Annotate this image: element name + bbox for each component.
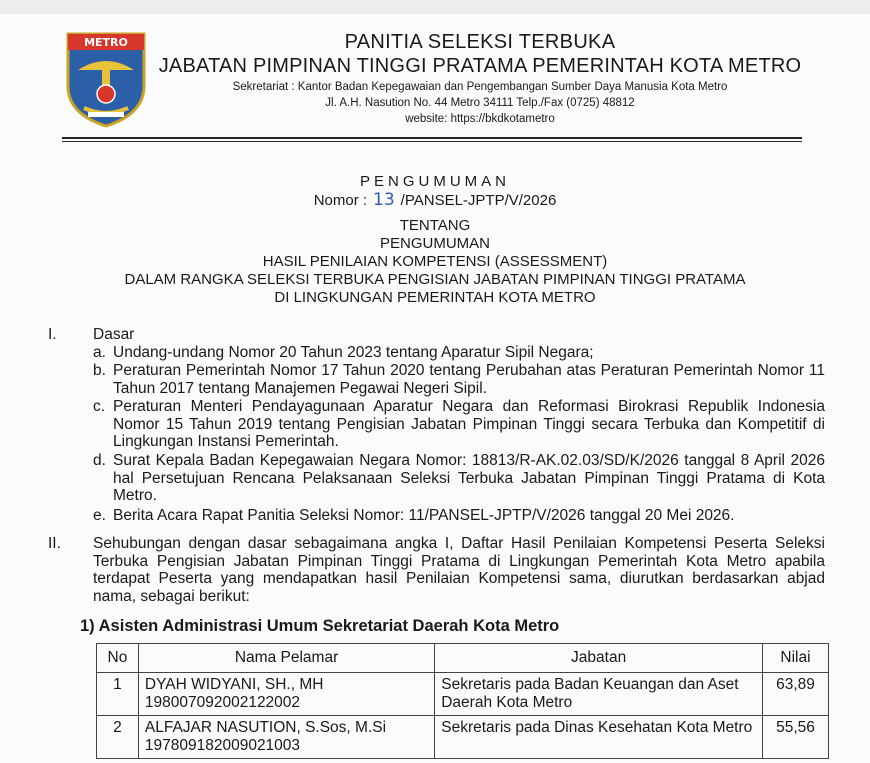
subsection-title: 1) Asisten Administrasi Umum Sekretariat Daerah Kota Metro	[80, 617, 560, 635]
legal-basis-item	[93, 452, 825, 505]
item-text: Undang-undang Nomor 20 Tahun 2023 tentang Aparatur Sipil Negara;	[113, 344, 594, 361]
legal-basis-item	[93, 507, 825, 525]
column-header-position: Jabatan	[435, 644, 763, 673]
section-1-title: Dasar	[93, 326, 135, 343]
number-suffix: /PANSEL-JPTP/V/2026	[400, 192, 557, 209]
letterhead-rule-thick	[62, 137, 802, 139]
legal-basis-item	[93, 398, 825, 451]
section-2-numeral: II.	[48, 535, 61, 552]
applicant-cell	[138, 716, 434, 759]
item-label: d.	[93, 452, 106, 469]
column-header-no: No	[97, 644, 139, 673]
column-header-name: Nama Pelamar	[138, 644, 434, 673]
letterhead-website: website: https://bkdkotametro	[405, 113, 555, 125]
item-label: c.	[93, 398, 106, 415]
item-label: b.	[93, 362, 106, 379]
position-cell: Sekretaris pada Dinas Kesehatan Kota Metro	[435, 716, 763, 759]
subject-line-2: HASIL PENILAIAN KOMPETENSI (ASSESSMENT)	[262, 253, 608, 270]
applicant-cell	[138, 673, 434, 716]
applicant-name: DYAH WIDYANI, SH., MH	[144, 676, 324, 693]
subject-line-4: DI LINGKUNGAN PEMERINTAH KOTA METRO	[274, 289, 596, 306]
column-header-score: Nilai	[763, 644, 829, 673]
item-text: Peraturan Menteri Pendayagunaan Aparatur Negara dan Reformasi Birokrasi Republik Indonesia Nomor 15 Tahun 2019 tentang Pengisian Jabatan Pimpinan Tinggi secara Terbuka dan Kompetitif di Lingkungan Instansi Pemerintah.	[113, 398, 825, 450]
letterhead-address: Jl. A.H. Nasution No. 44 Metro 34111 Telp./Fax (0725) 48812	[325, 97, 635, 109]
table-row	[97, 673, 829, 716]
handwritten-number: 13	[373, 190, 395, 210]
applicant-nip: 198007092002122002	[144, 694, 301, 711]
subject-line-3: DALAM RANGKA SELEKSI TERBUKA PENGISIAN JABATAN PIMPINAN TINGGI PRATAMA	[124, 271, 746, 288]
letterhead-secretariat: Sekretariat : Kantor Badan Kepegawaian dan Pengembangan Sumber Daya Manusia Kota Metro	[232, 81, 728, 93]
item-text: Berita Acara Rapat Panitia Seleksi Nomor: 11/PANSEL-JPTP/V/2026 tanggal 20 Mei 2026.	[113, 507, 735, 524]
item-label: e.	[93, 507, 106, 524]
score-cell: 55,56	[763, 716, 829, 759]
letterhead-title: PANITIA SELEKSI TERBUKA	[344, 31, 616, 53]
svg-text:METRO: METRO	[84, 36, 128, 49]
announcement-number	[0, 191, 870, 210]
item-text: Surat Kepala Badan Kepegawaian Negara Nomor: 18813/R-AK.02.03/SD/K/2026 tanggal 8 April 2026 hal Persetujuan Rencana Pelaksanaan Seleksi Terbuka Jabatan Pimpinan Tinggi Pratama di Kota Metro.	[113, 452, 825, 504]
letterhead-subtitle: JABATAN PIMPINAN TINGGI PRATAMA PEMERINTAH KOTA METRO	[158, 55, 802, 77]
row-number: 1	[97, 673, 139, 716]
applicant-nip: 197809182009021003	[144, 737, 301, 754]
score-cell: 63,89	[763, 673, 829, 716]
table-row	[97, 716, 829, 759]
section-1-numeral: I.	[48, 326, 57, 343]
table-header-row	[97, 644, 829, 673]
announcement-heading: PENGUMUMAN	[359, 173, 510, 190]
item-label: a.	[93, 344, 106, 361]
number-label: Nomor :	[313, 192, 368, 209]
metro-city-logo	[64, 30, 148, 128]
section-2-text: Sehubungan dengan dasar sebagaimana angka I, Daftar Hasil Penilaian Kompetensi Peserta Seleksi Terbuka Pengisian Jabatan Pimpinan Tinggi Pratama di Lingkungan Pemerintah Kota Metro apabila terdapat Peserta yang mendapatkan hasil Penilaian Kompetensi sama, diurutkan berdasarkan abjad nama, sebagai berikut:	[93, 535, 825, 605]
legal-basis-item	[93, 344, 825, 362]
position-cell: Sekretaris pada Badan Keuangan dan Aset Daerah Kota Metro	[435, 673, 763, 716]
applicant-name: ALFAJAR NASUTION, S.Sos, M.Si	[144, 719, 387, 736]
subject-line-1: PENGUMUMAN	[379, 235, 490, 252]
letterhead	[150, 30, 810, 127]
row-number: 2	[97, 716, 139, 759]
results-table	[96, 643, 829, 759]
tentang-label: TENTANG	[399, 217, 471, 234]
legal-basis-item	[93, 362, 825, 397]
item-text: Peraturan Pemerintah Nomor 17 Tahun 2020 tentang Perubahan atas Peraturan Pemerintah Nomor 11 Tahun 2017 tentang Manajemen Pegawai Negeri Sipil.	[113, 362, 825, 397]
letterhead-rule-thin	[62, 141, 802, 142]
